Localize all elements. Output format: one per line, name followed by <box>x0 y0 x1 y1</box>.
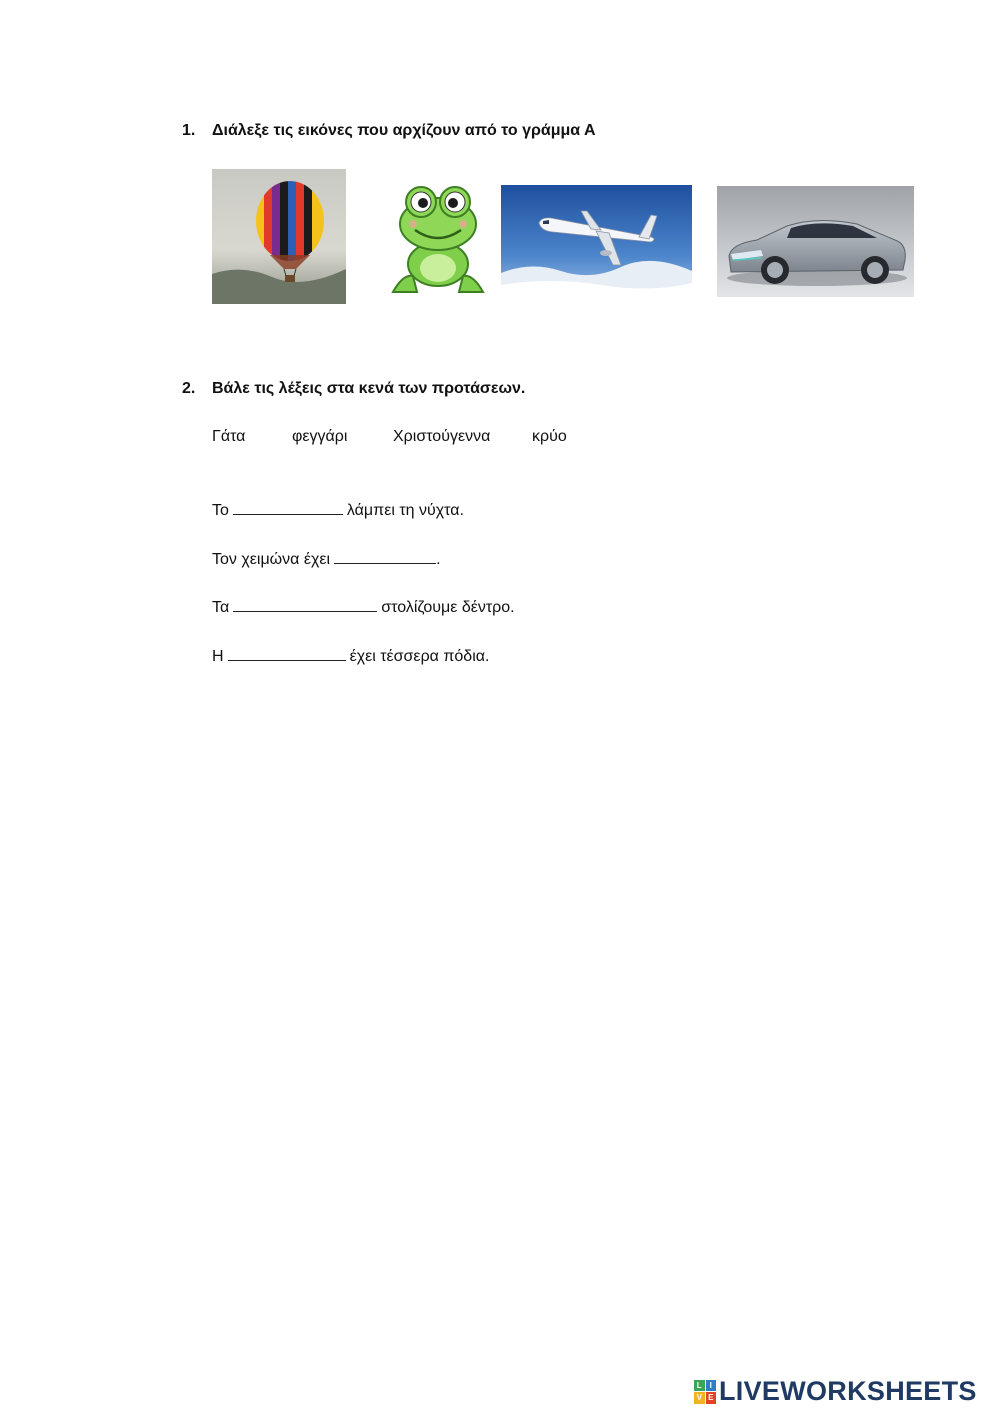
liveworksheets-logo[interactable] <box>694 1376 977 1407</box>
frog-image[interactable] <box>383 176 493 298</box>
sentence-1-blank[interactable] <box>233 501 343 515</box>
sentence-3-blank[interactable] <box>233 598 377 612</box>
car-image[interactable] <box>717 186 914 297</box>
hot-air-balloon-image[interactable] <box>212 169 346 304</box>
sentence-3 <box>212 598 515 617</box>
question-1-number: 1. <box>182 122 196 139</box>
sentence-4 <box>212 647 489 666</box>
question-2-title <box>182 380 525 398</box>
question-2-number: 2. <box>182 380 196 397</box>
sentence-1-before: Το <box>212 502 229 519</box>
word-bank-item[interactable]: Χριστούγεννα <box>393 428 491 445</box>
word-bank-item[interactable]: κρύο <box>532 428 567 445</box>
logo-mark-cell: L <box>694 1380 705 1392</box>
question-2-text: Βάλε τις λέξεις στα κενά των προτάσεων. <box>212 380 526 397</box>
question-1-text: Διάλεξε τις εικόνες που αρχίζουν από το γράμμα Α <box>212 122 596 139</box>
question-1-title <box>182 122 596 140</box>
logo-text: LIVEWORKSHEETS <box>719 1376 977 1406</box>
sentence-2 <box>212 550 441 569</box>
word-bank-item[interactable]: Γάτα <box>212 428 246 445</box>
sentence-1-after: λάμπει τη νύχτα. <box>346 502 464 519</box>
airplane-image[interactable] <box>501 185 692 304</box>
sentence-1 <box>212 501 464 520</box>
sentence-3-before: Τα <box>212 599 230 616</box>
sentence-2-after: . <box>436 551 441 568</box>
sentence-3-after: στολίζουμε δέντρο. <box>381 599 515 616</box>
logo-mark-cell: I <box>706 1380 717 1392</box>
logo-mark-cell: V <box>694 1392 705 1404</box>
sentence-4-before: Η <box>212 648 224 665</box>
word-bank-item[interactable]: φεγγάρι <box>292 428 348 445</box>
sentence-2-before: Τον χειμώνα έχει <box>212 551 331 568</box>
logo-mark-cell: E <box>706 1392 717 1404</box>
sentence-4-blank[interactable] <box>228 647 346 661</box>
sentence-4-after: έχει τέσσερα πόδια. <box>349 648 490 665</box>
sentence-2-blank[interactable] <box>334 550 436 564</box>
logo-mark-icon <box>694 1380 716 1404</box>
